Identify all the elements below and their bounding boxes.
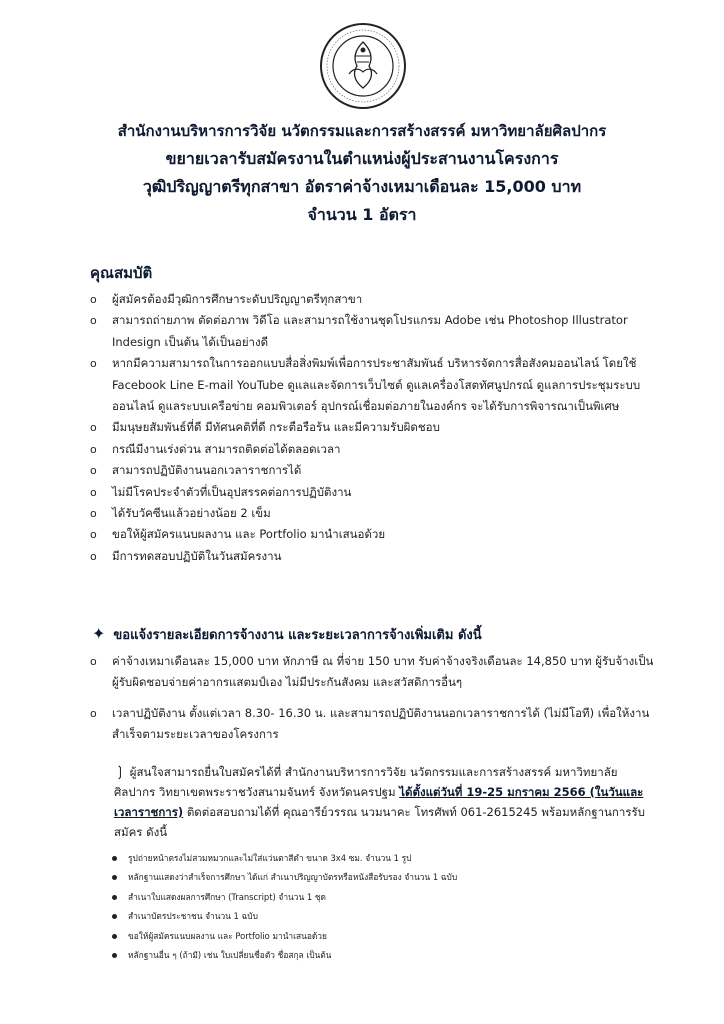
details-list — [88, 651, 668, 755]
four-point-star-icon: ✦ — [92, 624, 106, 643]
list-item-text: หลักฐานอื่น ๆ (ถ้ามี) เช่น ใบเปลี่ยนชื่อตัว ชื่อสกุล เป็นต้น — [128, 950, 332, 961]
bullet-circle-icon: o — [90, 314, 97, 328]
document-item — [110, 868, 630, 887]
apply-text-before: ผู้สนใจสามารถยื่นใบสมัครได้ที่ สำนักงานบริหารการวิจัย นวัตกรรมและการสร้างสรรค์ มหาวิทยาลัยศิลปากร วิทยาเขตพระราชวังสนามจันทร์ จังหวัดนครปฐม — [114, 765, 618, 799]
header-position: ขยายเวลารับสมัครงานในตำแหน่งผู้ประสานงานโครงการ — [165, 149, 559, 168]
required-documents-list — [110, 849, 630, 965]
list-item — [88, 460, 668, 481]
bullet-circle-icon: o — [90, 528, 97, 542]
bullet-circle-icon: o — [90, 485, 97, 499]
list-item — [88, 310, 668, 353]
list-item — [88, 651, 668, 694]
details-title — [92, 624, 482, 645]
document-item — [110, 849, 630, 868]
application-paragraph — [114, 762, 654, 842]
bracket-icon: ❳ — [114, 764, 126, 780]
bullet-circle-icon: o — [90, 706, 97, 720]
bullet-circle-icon: o — [90, 357, 97, 371]
bullet-circle-icon: o — [90, 549, 97, 563]
list-item-text: ขอให้ผู้สมัครแนบผลงาน และ Portfolio มานำเสนอด้วย — [128, 930, 327, 941]
list-item-text: สามารถปฏิบัติงานนอกเวลาราชการได้ — [112, 463, 302, 478]
bullet-dot-icon — [112, 856, 117, 861]
list-item-text: กรณีมีงานเร่งด่วน สามารถติดต่อได้ตลอดเวลา — [112, 441, 341, 456]
header-agency: สำนักงานบริหารการวิจัย นวัตกรรมและการสร้างสรรค์ มหาวิทยาลัยศิลปากร — [117, 122, 607, 140]
list-item — [88, 503, 668, 524]
list-item-text: สามารถถ่ายภาพ ตัดต่อภาพ วิดีโอ และสามารถใช้งานชุดโปรแกรม Adobe เช่น Photoshop Illustrator Indesign เป็นต้น ได้เป็นอย่างดี — [112, 313, 628, 349]
list-item-text: ได้รับวัคซีนแล้วอย่างน้อย 2 เข็ม — [112, 506, 271, 521]
list-item — [88, 703, 668, 746]
list-item-text: มีการทดสอบปฏิบัติในวันสมัครงาน — [112, 548, 282, 563]
qualifications-list — [88, 289, 668, 567]
list-item-text: ผู้สมัครต้องมีวุฒิการศึกษาระดับปริญญาตรีทุกสาขา — [112, 292, 363, 306]
list-item-text: หลักฐานแสดงว่าสำเร็จการศึกษา ได้แก่ สำเนาปริญญาบัตรหรือหนังสือรับรอง จำนวน 1 ฉบับ — [128, 872, 458, 883]
bullet-circle-icon: o — [90, 464, 97, 478]
apply-deadline: ได้ตั้งแต่วันที่ 19-25 มกราคม 2566 (ในวันและเวลาราชการ) — [114, 785, 644, 819]
list-item — [88, 546, 668, 567]
document-item — [110, 888, 630, 907]
list-item-text: หากมีความสามารถในการออกแบบสื่อสิ่งพิมพ์เพื่อการประชาสัมพันธ์ บริหารจัดการสื่อสังคมออนไลน์ โดยใช้ Facebook Line E-mail YouTube ดูแลและจัดการเว็บไซต์ ดูแลเครื่องโสตทัศนูปกรณ์ ดูแลการประชุมระบบออนไลน์ ดูแลระบบเครือข่าย คอมพิวเตอร์ อุปกรณ์เชื่อมต่อภายในองค์กร จะได้รับการพิจารณาเป็นพิเศษ — [112, 356, 641, 414]
list-item-text: มีมนุษยสัมพันธ์ที่ดี มีทัศนคติที่ดี กระตือรือร้น และมีความรับผิดชอบ — [112, 420, 440, 435]
university-seal-logo — [319, 22, 407, 110]
header-positions-count: จำนวน 1 อัตรา — [307, 205, 417, 224]
header-qualification-wage: วุฒิปริญญาตรีทุกสาขา อัตราค่าจ้างเหมาเดือนละ 15,000 บาท — [142, 177, 582, 196]
bullet-circle-icon: o — [90, 421, 97, 435]
list-item — [88, 289, 668, 310]
details-title-text: ขอแจ้งรายละเอียดการจ้างงาน และระยะเวลาการจ้างเพิ่มเติม ดังนี้ — [113, 628, 482, 643]
list-item-text: รูปถ่ายหน้าตรงไม่สวมหมวกและไม่ใส่แว่นตาสีดำ ขนาด 3x4 ซม. จำนวน 1 รูป — [128, 853, 412, 863]
list-item — [88, 482, 668, 503]
list-item-text: ไม่มีโรคประจำตัวที่เป็นอุปสรรคต่อการปฏิบัติงาน — [112, 484, 352, 499]
document-item — [110, 946, 630, 965]
bullet-dot-icon — [112, 914, 117, 919]
bullet-dot-icon — [112, 934, 117, 939]
apply-text-after: ติดต่อสอบถามได้ที่ คุณอารีย์วรรณ นวมนาคะ โทรศัพท์ 061-2615245 พร้อมหลักฐานการรับสมัคร ดังนี้ — [114, 805, 645, 839]
bullet-circle-icon: o — [90, 507, 97, 521]
qualifications-title: คุณสมบัติ — [90, 264, 153, 282]
bullet-dot-icon — [112, 875, 117, 880]
list-item — [88, 353, 668, 417]
document-item — [110, 907, 630, 926]
bullet-dot-icon — [112, 953, 117, 958]
list-item — [88, 524, 668, 545]
bullet-circle-icon: o — [90, 442, 97, 456]
list-item-text: เวลาปฏิบัติงาน ตั้งแต่เวลา 8.30- 16.30 น. และสามารถปฏิบัติงานนอกเวลาราชการได้ (ไม่มีโอที) เพื่อให้งานสำเร็จตามระยะเวลาของโครงการ — [112, 705, 650, 742]
list-item-text: สำเนาใบแสดงผลการศึกษา (Transcript) จำนวน 1 ชุด — [128, 891, 326, 902]
list-item-text: สำเนาบัตรประชาชน จำนวน 1 ฉบับ — [128, 911, 258, 922]
document-item — [110, 927, 630, 946]
bullet-circle-icon: o — [90, 293, 97, 306]
list-item-text: ขอให้ผู้สมัครแนบผลงาน และ Portfolio มานำเสนอด้วย — [112, 527, 386, 542]
bullet-dot-icon — [112, 895, 117, 900]
list-item — [88, 417, 668, 438]
list-item — [88, 439, 668, 460]
announcement-header — [0, 118, 724, 229]
bullet-circle-icon: o — [90, 655, 97, 668]
list-item-text: ค่าจ้างเหมาเดือนละ 15,000 บาท หักภาษี ณ ที่จ่าย 150 บาท รับค่าจ้างจริงเดือนละ 14,850 บาท ผู้รับจ้างเป็นผู้รับผิดชอบจ่ายค่าอากรแสตมป์เอง ไม่มีประกันสังคม และสวัสดิการอื่นๆ — [112, 654, 654, 690]
